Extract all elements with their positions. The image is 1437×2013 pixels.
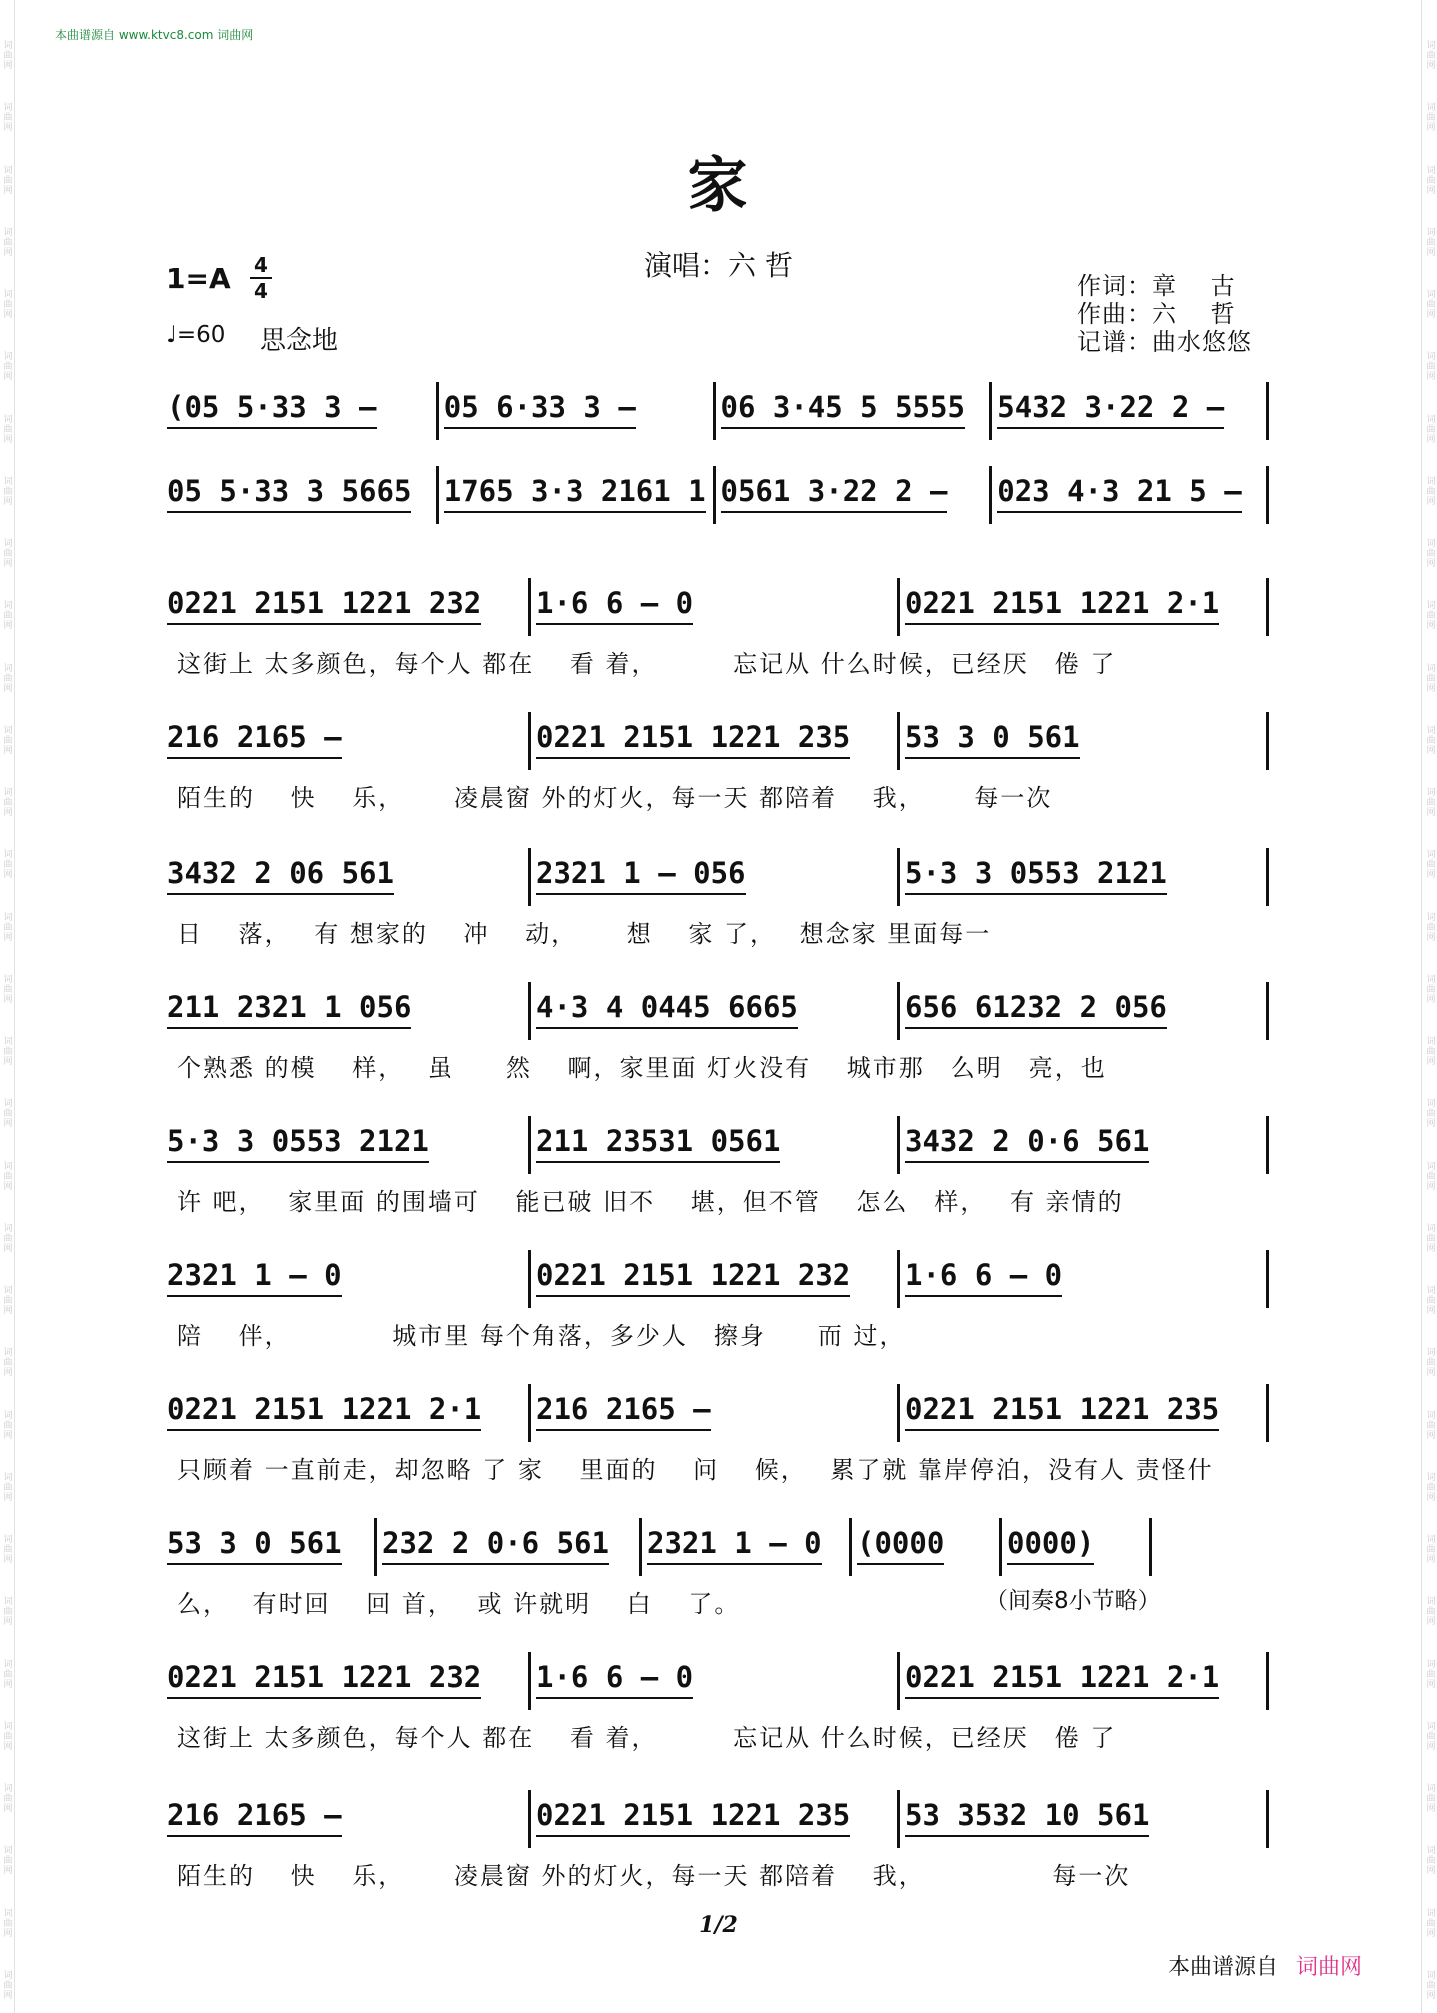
measure-notes: 3432 2 06 561 — [167, 856, 394, 890]
watermark-text: 词曲网 — [1, 1845, 12, 1876]
watermark-text: 词曲网 — [1, 102, 12, 133]
watermark-text: 词曲网 — [1424, 1845, 1435, 1876]
measure-notes: 0221 2151 1221 2·1 — [905, 586, 1220, 620]
measure-notes: 023 4·3 21 5 – — [997, 474, 1242, 508]
watermark-text: 词曲网 — [1424, 1036, 1435, 1066]
watermark-text: 词曲网 — [1, 1907, 12, 1938]
watermark-text: 词曲网 — [1424, 1285, 1435, 1315]
watermark-text: 词曲网 — [1, 724, 12, 755]
watermark-text: 词曲网 — [1424, 1347, 1435, 1378]
bar-line — [528, 1652, 531, 1710]
watermark-text: 词曲网 — [1424, 1720, 1435, 1751]
watermark-text: 词曲网 — [1, 413, 12, 444]
bar-line — [528, 982, 531, 1040]
lyrics-line: 只顾着 一直前走，却忽略 了 家 里面的 问 候， 累了就 靠岸停泊，没有人 责怪什 — [177, 1456, 1214, 1484]
watermark-text: 词曲网 — [1, 1471, 12, 1502]
watermark-text: 词曲网 — [1424, 849, 1435, 880]
measure-notes: 4·3 4 0445 6665 — [536, 990, 798, 1024]
tempo-marking: ♩=60 — [166, 322, 226, 348]
measure-notes: 0561 3·22 2 – — [720, 474, 948, 508]
bar-line — [639, 1518, 642, 1576]
bar-line — [713, 382, 716, 440]
bar-line — [1266, 982, 1269, 1040]
bar-line — [1266, 848, 1269, 906]
watermark-text: 词曲网 — [1424, 662, 1435, 693]
bottom-source-brand: 词曲网 — [1296, 1955, 1363, 1980]
bar-line — [1266, 466, 1269, 524]
bar-line — [1266, 1250, 1269, 1308]
watermark-text: 词曲网 — [1424, 351, 1435, 382]
bar-line — [897, 1384, 900, 1442]
top-source-text: 本曲谱源自 www.ktvc8.com 词曲网 — [55, 28, 254, 42]
right-margin-line — [1421, 0, 1422, 2013]
measure-notes: (0000 — [857, 1526, 945, 1560]
watermark-text: 词曲网 — [1, 911, 12, 942]
watermark-text: 词曲网 — [1, 1222, 12, 1253]
watermark-text: 词曲网 — [1424, 1098, 1435, 1129]
bottom-source-prefix: 本曲谱源自 — [1168, 1955, 1279, 1980]
measure-notes: 0221 2151 1221 2·1 — [905, 1660, 1220, 1694]
lyrics-line: 这街上 太多颜色，每个人 都在 看 着， 忘记从 什么时候，已经厌 倦 了 — [177, 1724, 1117, 1752]
bar-line — [713, 466, 716, 524]
time-signature-bottom: 4 — [254, 279, 268, 303]
measure-notes: 0221 2151 1221 232 — [167, 586, 482, 620]
left-watermark — [0, 40, 14, 2000]
watermark-text: 词曲网 — [1424, 1907, 1435, 1938]
bar-line — [528, 578, 531, 636]
lyrics-line: 许 吧， 家里面 的围墙可 能已破 旧不 堪，但不管 怎么 样， 有 亲情的 — [177, 1188, 1124, 1216]
lyrics-line: 陪 伴， 城市里 每个角落，多少人 擦身 而 过， — [177, 1322, 906, 1350]
bar-line — [374, 1518, 377, 1576]
song-title: 家 — [687, 151, 750, 221]
watermark-text: 词曲网 — [1, 1969, 12, 2000]
bar-line — [897, 1250, 900, 1308]
measure-notes: 05 5·33 3 5665 — [167, 474, 412, 508]
measure-notes: 0221 2151 1221 232 — [167, 1660, 482, 1694]
bar-line — [1266, 578, 1269, 636]
watermark-text: 词曲网 — [1424, 787, 1435, 817]
notes-line — [163, 466, 1273, 528]
measure-notes: 1·6 6 – 0 — [905, 1258, 1063, 1292]
score-row — [163, 982, 1273, 1082]
watermark-text: 词曲网 — [1, 475, 12, 506]
score-row — [163, 1250, 1273, 1350]
watermark-text: 词曲网 — [1424, 1658, 1435, 1689]
bar-line — [1266, 1652, 1269, 1710]
watermark-text: 词曲网 — [1, 289, 12, 319]
lyrics-line: 日 落， 有 想家的 冲 动， 想 家 了， 想念家 里面每一 — [177, 920, 992, 948]
measure-notes: 0221 2151 1221 235 — [905, 1392, 1220, 1426]
composer-credit: 作曲：六 哲 — [1077, 300, 1236, 328]
notes-line — [163, 848, 1273, 910]
watermark-text: 词曲网 — [1424, 538, 1435, 568]
bar-line — [989, 382, 992, 440]
watermark-text: 词曲网 — [1, 1534, 12, 1564]
bar-line — [897, 578, 900, 636]
watermark-text: 词曲网 — [1424, 1969, 1435, 2000]
watermark-text: 词曲网 — [1424, 475, 1435, 506]
lyrics-line: 陌生的 快 乐， 凌晨窗 外的灯火，每一天 都陪着 我， 每一次 — [177, 1862, 1131, 1890]
bar-line — [897, 848, 900, 906]
watermark-text: 词曲网 — [1, 973, 12, 1004]
score-row — [163, 382, 1273, 444]
notes-line — [163, 1790, 1273, 1852]
measure-notes: 5·3 3 0553 2121 — [167, 1124, 429, 1158]
interlude-note: （间奏8小节略） — [985, 1588, 1161, 1614]
watermark-text: 词曲网 — [1424, 600, 1435, 631]
watermark-text: 词曲网 — [1424, 289, 1435, 319]
bar-line — [999, 1518, 1002, 1576]
bar-line — [989, 466, 992, 524]
measure-notes: 211 2321 1 056 — [167, 990, 412, 1024]
watermark-text: 词曲网 — [1, 662, 12, 693]
watermark-text: 词曲网 — [1424, 102, 1435, 133]
watermark-text: 词曲网 — [1424, 1471, 1435, 1502]
watermark-text: 词曲网 — [1424, 973, 1435, 1004]
measure-notes: 3432 2 0·6 561 — [905, 1124, 1150, 1158]
bar-line — [528, 712, 531, 770]
lyrics-line: 这街上 太多颜色，每个人 都在 看 着， 忘记从 什么时候，已经厌 倦 了 — [177, 650, 1117, 678]
bar-line — [528, 1250, 531, 1308]
measure-notes: 0221 2151 1221 235 — [536, 720, 851, 754]
watermark-text: 词曲网 — [1424, 413, 1435, 444]
bar-line — [436, 466, 439, 524]
lyricist-credit: 作词：章 古 — [1077, 272, 1236, 300]
bar-line — [1266, 382, 1269, 440]
notes-line — [163, 578, 1273, 640]
measure-notes: 5432 3·22 2 – — [997, 390, 1225, 424]
measure-notes: 216 2165 – — [167, 1798, 342, 1832]
watermark-text: 词曲网 — [1424, 1534, 1435, 1564]
bar-line — [1266, 1790, 1269, 1848]
watermark-text: 词曲网 — [1, 1596, 12, 1627]
bar-line — [897, 712, 900, 770]
watermark-text: 词曲网 — [1, 538, 12, 568]
bar-line — [849, 1518, 852, 1576]
notes-line — [163, 712, 1273, 774]
watermark-text: 词曲网 — [1, 600, 12, 631]
bar-line — [528, 1384, 531, 1442]
measure-notes: 1·6 6 – 0 — [536, 586, 694, 620]
measure-notes: 2321 1 – 056 — [536, 856, 746, 890]
measure-notes: 53 3532 10 561 — [905, 1798, 1150, 1832]
watermark-text: 词曲网 — [1424, 164, 1435, 195]
score-row — [163, 578, 1273, 678]
bar-line — [897, 1116, 900, 1174]
measure-notes: 05 6·33 3 – — [443, 390, 636, 424]
lyrics-line: 个熟悉 的模 样， 虽 然 啊，家里面 灯火没有 城市那 么明 亮，也 — [177, 1054, 1107, 1082]
bar-line — [1149, 1518, 1152, 1576]
notes-line — [163, 982, 1273, 1044]
bar-line — [1266, 712, 1269, 770]
watermark-text: 词曲网 — [1424, 1409, 1435, 1440]
notes-line — [163, 1384, 1273, 1446]
watermark-text: 词曲网 — [1, 849, 12, 880]
measure-notes: 1765 3·3 2161 1 — [443, 474, 706, 508]
watermark-text: 词曲网 — [1424, 911, 1435, 942]
watermark-text: 词曲网 — [1, 1347, 12, 1378]
bar-line — [528, 1790, 531, 1848]
watermark-text: 词曲网 — [1, 40, 12, 70]
notes-line — [163, 1116, 1273, 1178]
transcriber-credit: 记谱：曲水悠悠 — [1077, 328, 1252, 356]
bottom-source — [1168, 1950, 1362, 1981]
left-margin-line — [14, 0, 15, 2013]
measure-notes: 2321 1 – 0 — [647, 1526, 822, 1560]
measure-notes: 216 2165 – — [536, 1392, 711, 1426]
lyrics-line: 陌生的 快 乐， 凌晨窗 外的灯火，每一天 都陪着 我， 每一次 — [177, 784, 1053, 812]
measure-notes: 53 3 0 561 — [905, 720, 1080, 754]
time-signature — [248, 254, 274, 302]
score-row — [163, 1384, 1273, 1484]
watermark-text: 词曲网 — [1424, 1596, 1435, 1627]
score-row — [163, 1116, 1273, 1216]
watermark-text: 词曲网 — [1, 1285, 12, 1315]
score-row — [163, 848, 1273, 948]
measure-notes: (05 5·33 3 – — [167, 390, 377, 424]
measure-notes: 0221 2151 1221 235 — [536, 1798, 851, 1832]
bar-line — [436, 382, 439, 440]
bar-line — [528, 848, 531, 906]
measure-notes: 53 3 0 561 — [167, 1526, 342, 1560]
bar-line — [528, 1116, 531, 1174]
notes-line — [163, 1250, 1273, 1312]
page-number: 1/2 — [699, 1912, 738, 1938]
measure-notes: 5·3 3 0553 2121 — [905, 856, 1167, 890]
watermark-text: 词曲网 — [1424, 1222, 1435, 1253]
watermark-text: 词曲网 — [1, 1658, 12, 1689]
bar-line — [1266, 1384, 1269, 1442]
watermark-text: 词曲网 — [1, 164, 12, 195]
watermark-text: 词曲网 — [1, 1409, 12, 1440]
watermark-text: 词曲网 — [1424, 1160, 1435, 1191]
measure-notes: 211 23531 0561 — [536, 1124, 781, 1158]
measure-notes: 0221 2151 1221 2·1 — [167, 1392, 482, 1426]
watermark-text: 词曲网 — [1, 1720, 12, 1751]
watermark-text: 词曲网 — [1, 1160, 12, 1191]
score-row — [163, 466, 1273, 528]
notes-line — [163, 382, 1273, 444]
bar-line — [897, 1790, 900, 1848]
measure-notes: 1·6 6 – 0 — [536, 1660, 694, 1694]
notes-line — [163, 1518, 1273, 1580]
watermark-text: 词曲网 — [1, 1036, 12, 1066]
bar-line — [897, 982, 900, 1040]
watermark-text: 词曲网 — [1424, 724, 1435, 755]
measure-notes: 06 3·45 5 5555 — [720, 390, 965, 424]
bar-line — [897, 1652, 900, 1710]
watermark-text: 词曲网 — [1424, 226, 1435, 257]
notes-line — [163, 1652, 1273, 1714]
watermark-text: 词曲网 — [1424, 1783, 1435, 1813]
measure-notes: 232 2 0·6 561 — [382, 1526, 609, 1560]
lyrics-line: 么， 有时回 回 首， 或 许就明 白 了。 — [177, 1590, 741, 1618]
time-signature-top: 4 — [254, 253, 268, 277]
watermark-text: 词曲网 — [1, 1098, 12, 1129]
watermark-text: 词曲网 — [1, 1783, 12, 1813]
measure-notes: 0221 2151 1221 232 — [536, 1258, 851, 1292]
score-row — [163, 712, 1273, 812]
score-row — [163, 1652, 1273, 1752]
watermark-text: 词曲网 — [1, 351, 12, 382]
right-watermark — [1423, 40, 1437, 2000]
watermark-text: 词曲网 — [1424, 40, 1435, 70]
singer-credit: 演唱：六 哲 — [644, 249, 793, 282]
measure-notes: 656 61232 2 056 — [905, 990, 1167, 1024]
measure-notes: 216 2165 – — [167, 720, 342, 754]
bar-line — [1266, 1116, 1269, 1174]
watermark-text: 词曲网 — [1, 226, 12, 257]
key-signature: 1=A — [166, 262, 231, 295]
watermark-text: 词曲网 — [1, 787, 12, 817]
measure-notes: 0000) — [1007, 1526, 1095, 1560]
measure-notes: 2321 1 – 0 — [167, 1258, 342, 1292]
score-row — [163, 1790, 1273, 1890]
expression-marking: 思念地 — [260, 326, 339, 356]
